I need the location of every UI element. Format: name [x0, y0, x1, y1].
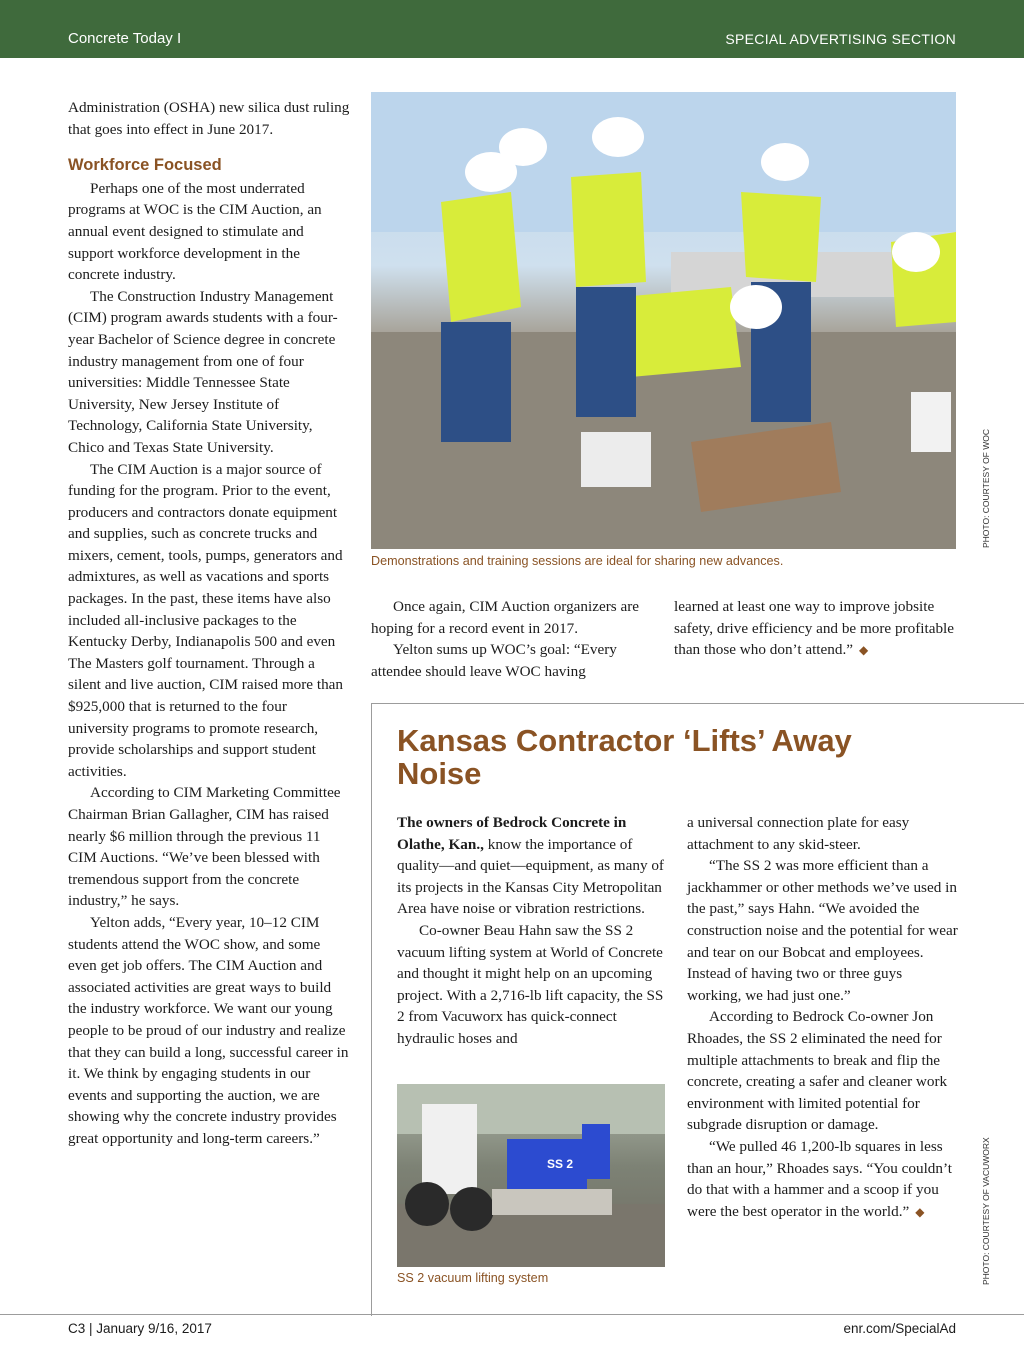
paragraph: a universal connection plate for easy attachment to any skid-steer. — [687, 814, 910, 853]
footer-rule — [0, 1314, 1024, 1315]
section-label: SPECIAL ADVERTISING SECTION — [725, 31, 956, 47]
end-mark-icon: ◆ — [858, 643, 869, 658]
paragraph: Perhaps one of the most underrated programs at WOC is the CIM Auction, an annual event designed to stimulate and support workforce development in the concrete industry. — [68, 179, 322, 284]
paragraph: Co-owner Beau Hahn saw the SS 2 vacuum lifting system at World of Concrete and thought it might help on an upcoming project. With a 2,716-lb lift capacity, the SS 2 from Vacuworx has quick-connect hydraulic hoses and — [397, 921, 664, 1047]
paragraph: “We pulled 46 1,200-lb squares in less than an hour,” Rhoades says. “You couldn’t do that with a hammer and a scoop if you were the best operator in the world.” ◆ — [687, 1137, 953, 1220]
sidebar-column-1 — [397, 812, 667, 1050]
header-bar — [0, 0, 1024, 58]
photo-caption: Demonstrations and training sessions are ideal for sharing new advances. — [371, 554, 784, 568]
paragraph: The Construction Industry Management (CIM) program awards students with a four-year Bachelor of Science degree in concrete industry management from one of four universities: Middle Tennessee State University, New Jersey Institute of Technology, California State University, Chico and Texas State University. — [68, 287, 338, 456]
paragraph: Administration (OSHA) new silica dust ruling that goes into effect in June 2017. — [68, 99, 350, 138]
paragraph: According to Bedrock Co-owner Jon Rhoades, the SS 2 eliminated the need for multiple attachments to break and flip the concrete, creating a safer and cleaner work environment with limited potential for subgrade disruption or damage. — [687, 1008, 948, 1134]
photo-caption: SS 2 vacuum lifting system — [397, 1271, 549, 1285]
sidebar-headline: Kansas Contractor ‘Lifts’ Away Noise — [397, 723, 852, 791]
folio: C3 | January 9/16, 2017 — [68, 1321, 212, 1336]
paragraph: According to CIM Marketing Committee Chairman Brian Gallagher, CIM has raised nearly $6 million through the previous 11 CIM Auctions. “We’ve been blessed with tremendous support from the concrete industry,” he says. — [68, 784, 341, 910]
photo-ss2-lifting-system — [397, 1084, 665, 1267]
paragraph: Yelton sums up WOC’s goal: “Every attendee should leave WOC having — [371, 641, 617, 680]
article-column-3 — [674, 596, 956, 662]
paragraph: Yelton adds, “Every year, 10–12 CIM students attend the WOC show, and some even get job offers. The CIM Auction and associated activities are great ways to build the industry workforce. We want our young people to be proud of our industry and realize that they can build a long, successful career in it. We think by engaging students in our events and supporting the auction, we are showing why the concrete industry provides great opportunity and long-term careers.” — [68, 913, 349, 1147]
paragraph: “The SS 2 was more efficient than a jackhammer or other methods we’ve used in the past,” says Hahn. “We avoided the construction noise and the potential for wear and tear on our Bobcat and employees. Instead of having two or three guys working, we had just one.” — [687, 857, 958, 1004]
end-mark-icon: ◆ — [915, 1204, 925, 1219]
paragraph: The CIM Auction is a major source of funding for the program. Prior to the event, producers and contractors donate equipment and supplies, such as concrete trucks and mixers, cement, tools, pumps, generators and admixtures, as well as vacations and sports packages. In the past, these items have also included all-inclusive packages to the Kentucky Derby, Indianapolis 500 and even The Masters golf tournament. Through a silent and live auction, CIM raised more than $925,000 that is returned to the four university programs to promote research, provide scholarships and support student activities. — [68, 460, 343, 780]
paragraph: Once again, CIM Auction organizers are hoping for a record event in 2017. — [371, 598, 640, 637]
paragraph: The owners of Bedrock Concrete in Olathe, Kan., know the importance of quality—and quiet—equipment, as many of its projects in the Kansas City Metropolitan Area have noise or vibration restrictions. — [397, 814, 664, 918]
photo-workers-demonstration — [371, 92, 956, 549]
article-column-2 — [371, 596, 653, 682]
footer-url[interactable]: enr.com/SpecialAd — [843, 1321, 956, 1336]
article-column-1 — [68, 97, 350, 1150]
workers-illustration — [371, 92, 956, 549]
subhead-workforce: Workforce Focused — [68, 156, 222, 175]
sidebar-column-2 — [687, 812, 959, 1223]
photo-credit: PHOTO: COURTESY OF WOC — [981, 428, 991, 548]
publication-title: Concrete Today I — [68, 30, 182, 47]
paragraph: learned at least one way to improve jobsite safety, drive efficiency and be more profitable than those who don’t attend.” ◆ — [674, 598, 954, 659]
photo-credit: PHOTO: COURTESY OF VACUWORX — [981, 1137, 991, 1285]
ss2-label: SS 2 — [547, 1157, 574, 1171]
skid-steer-illustration — [397, 1084, 665, 1267]
